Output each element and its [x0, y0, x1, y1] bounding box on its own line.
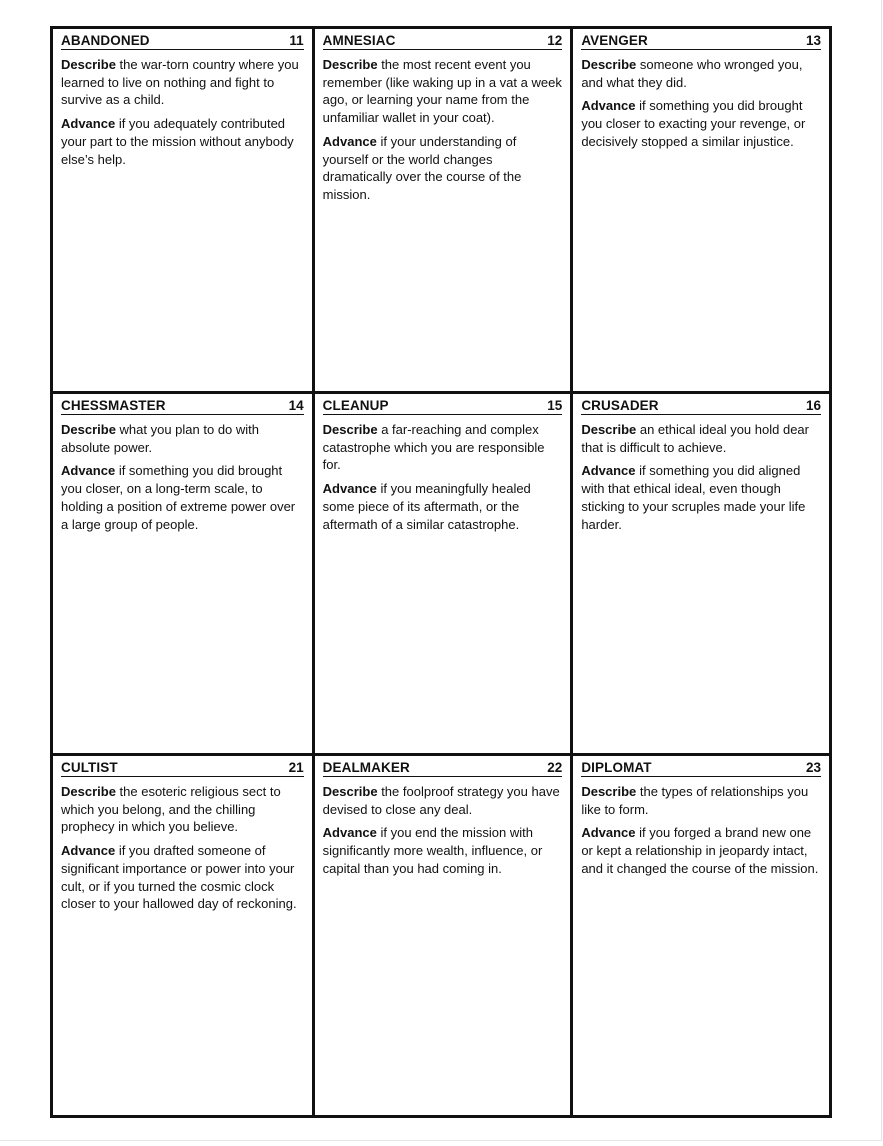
- advance-label: Advance: [581, 825, 636, 841]
- advance-paragraph: [323, 480, 563, 533]
- card-cultist: [53, 753, 312, 1115]
- describe-text: the types of relationships you like to form.: [581, 784, 809, 817]
- card-number: 11: [289, 33, 304, 48]
- advance-text: if you drafted someone of significant importance or power into your cult, or if you turned the cosmic clock closer to your hallowed day of reckoning.: [61, 843, 297, 912]
- advance-label: Advance: [322, 825, 377, 841]
- advance-paragraph: [581, 824, 821, 877]
- card-number: 15: [547, 398, 563, 413]
- describe-label: Describe: [61, 422, 116, 437]
- describe-paragraph: [323, 783, 563, 818]
- card-title: DIPLOMAT: [581, 760, 652, 775]
- advance-text: if you meaningfully healed some piece of its aftermath, or the aftermath of a similar catastrophe.: [322, 481, 531, 532]
- card-number: 22: [547, 760, 563, 775]
- advance-text: if your understanding of yourself or the world changes dramatically over the course of the mission.: [322, 133, 522, 202]
- advance-label: Advance: [322, 481, 377, 497]
- describe-label: Describe: [322, 784, 378, 799]
- advance-paragraph: [323, 824, 563, 877]
- card-title: DEALMAKER: [322, 760, 410, 775]
- advance-label: Advance: [322, 133, 377, 149]
- card-header: [61, 398, 304, 415]
- card-crusader: [570, 391, 829, 753]
- describe-paragraph: [61, 421, 304, 456]
- describe-text: the foolproof strategy you have devised to close any deal.: [322, 784, 560, 817]
- describe-label: Describe: [581, 57, 637, 72]
- card-title: CULTIST: [61, 760, 118, 775]
- advance-label: Advance: [581, 98, 636, 114]
- card-dealmaker: [312, 753, 571, 1115]
- describe-text: what you plan to do with absolute power.: [61, 422, 260, 455]
- card-diplomat: [570, 753, 829, 1115]
- describe-text: the most recent event you remember (like waking up in a vat a week ago, or learning your name from the unfamiliar wallet in your coat).: [322, 57, 562, 126]
- describe-paragraph: [581, 783, 821, 818]
- describe-paragraph: [323, 56, 563, 127]
- card-title: CLEANUP: [322, 398, 389, 413]
- describe-paragraph: [61, 783, 304, 836]
- card-abandoned: [53, 29, 312, 391]
- advance-text: if you adequately contributed your part to the mission without anybody else’s help.: [61, 116, 294, 167]
- card-header: [581, 398, 821, 415]
- advance-paragraph: [323, 133, 563, 204]
- card-number: 14: [288, 398, 304, 413]
- describe-label: Describe: [581, 784, 637, 799]
- describe-label: Describe: [581, 422, 637, 437]
- card-header: [323, 33, 563, 50]
- advance-label: Advance: [61, 463, 116, 479]
- advance-paragraph: [61, 462, 304, 533]
- advance-paragraph: [61, 842, 304, 913]
- advance-text: if something you did brought you closer to exacting your revenge, or decisively stopped a similar injustice.: [581, 98, 806, 149]
- card-grid: [50, 26, 832, 1118]
- advance-text: if you forged a brand new one or kept a relationship in jeopardy intact, and it changed the course of the mission.: [581, 825, 819, 876]
- advance-label: Advance: [61, 116, 116, 132]
- describe-paragraph: [581, 421, 821, 456]
- card-number: 12: [547, 33, 563, 48]
- card-amnesiac: [312, 29, 571, 391]
- describe-text: the esoteric religious sect to which you belong, and the chilling prophecy in which you believe.: [61, 784, 281, 835]
- card-number: 21: [288, 760, 304, 775]
- card-title: ABANDONED: [61, 33, 150, 48]
- card-number: 16: [805, 398, 821, 413]
- describe-text: someone who wronged you, and what they did.: [581, 57, 803, 90]
- describe-text: an ethical ideal you hold dear that is difficult to achieve.: [581, 422, 809, 455]
- card-header: [581, 33, 821, 50]
- card-header: [61, 760, 304, 777]
- advance-label: Advance: [581, 463, 636, 479]
- advance-paragraph: [61, 115, 304, 168]
- card-header: [581, 760, 821, 777]
- card-header: [323, 760, 563, 777]
- advance-text: if you end the mission with significantly more wealth, influence, or capital than you had coming in.: [322, 825, 543, 876]
- card-avenger: [570, 29, 829, 391]
- describe-paragraph: [61, 56, 304, 109]
- card-title: AMNESIAC: [322, 33, 396, 48]
- describe-paragraph: [323, 421, 563, 474]
- describe-paragraph: [581, 56, 821, 91]
- advance-paragraph: [581, 462, 821, 533]
- advance-label: Advance: [61, 843, 116, 859]
- describe-label: Describe: [61, 57, 116, 72]
- describe-text: a far-reaching and complex catastrophe which you are responsible for.: [322, 422, 545, 473]
- card-number: 23: [805, 760, 821, 775]
- card-title: AVENGER: [581, 33, 648, 48]
- card-header: [323, 398, 563, 415]
- card-title: CRUSADER: [581, 398, 659, 413]
- card-header: [61, 33, 304, 50]
- card-chessmaster: [53, 391, 312, 753]
- describe-label: Describe: [61, 784, 116, 799]
- card-cleanup: [312, 391, 571, 753]
- advance-text: if something you did brought you closer, on a long-term scale, to holding a position of extreme power over a large group of people.: [61, 463, 296, 532]
- card-number: 13: [805, 33, 821, 48]
- advance-paragraph: [581, 97, 821, 150]
- card-title: CHESSMASTER: [61, 398, 166, 413]
- describe-text: the war-torn country where you learned to live on nothing and fight to survive as a child.: [61, 57, 299, 108]
- advance-text: if something you did aligned with that ethical ideal, even though sticking to your scruples made your life harder.: [581, 463, 806, 532]
- describe-label: Describe: [322, 57, 378, 72]
- describe-label: Describe: [322, 422, 378, 437]
